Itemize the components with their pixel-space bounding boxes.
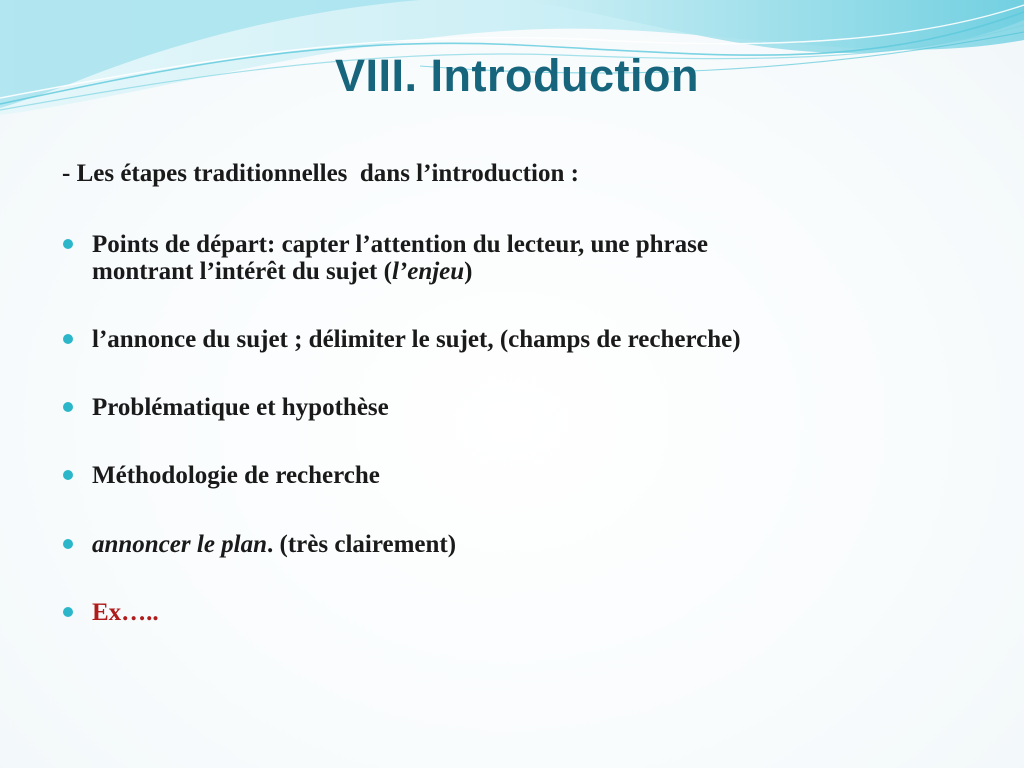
bullet-dot-icon (63, 607, 73, 617)
list-item-suffix: . (très clairement) (267, 531, 457, 558)
list-item (62, 531, 962, 558)
intro-line: - Les étapes traditionnelles dans l’introduction : (62, 160, 579, 187)
bullet-dot-icon (63, 470, 73, 480)
list-item-text: Problématique et hypothèse (92, 394, 389, 421)
list-item-line-suffix: ) (464, 258, 473, 285)
list-item-text (92, 531, 962, 558)
bullet-dot-icon (63, 402, 73, 412)
list-item-line-prefix: montrant l’intérêt du sujet ( (92, 258, 392, 285)
list-item (62, 231, 962, 285)
bullet-dot-icon (63, 539, 73, 549)
list-item (62, 326, 962, 353)
bullet-dot-icon (63, 239, 73, 249)
list-item-text: l’annonce du sujet ; délimiter le sujet, (champs de recherche) (92, 326, 741, 353)
bullet-dot-icon (63, 334, 73, 344)
example-text: Ex….. (92, 599, 159, 626)
list-item (62, 599, 962, 626)
list-item (62, 462, 962, 489)
list-item-emphasis: l’enjeu (391, 258, 465, 285)
list-item-line: Points de départ: capter l’attention du lecteur, une phrase (92, 231, 708, 258)
list-item (62, 394, 962, 421)
list-item-text (92, 231, 962, 285)
list-item-text: Méthodologie de recherche (92, 462, 380, 489)
list-item-emphasis: annoncer le plan (92, 531, 268, 558)
slide-title: VIII. Introduction (335, 50, 699, 101)
